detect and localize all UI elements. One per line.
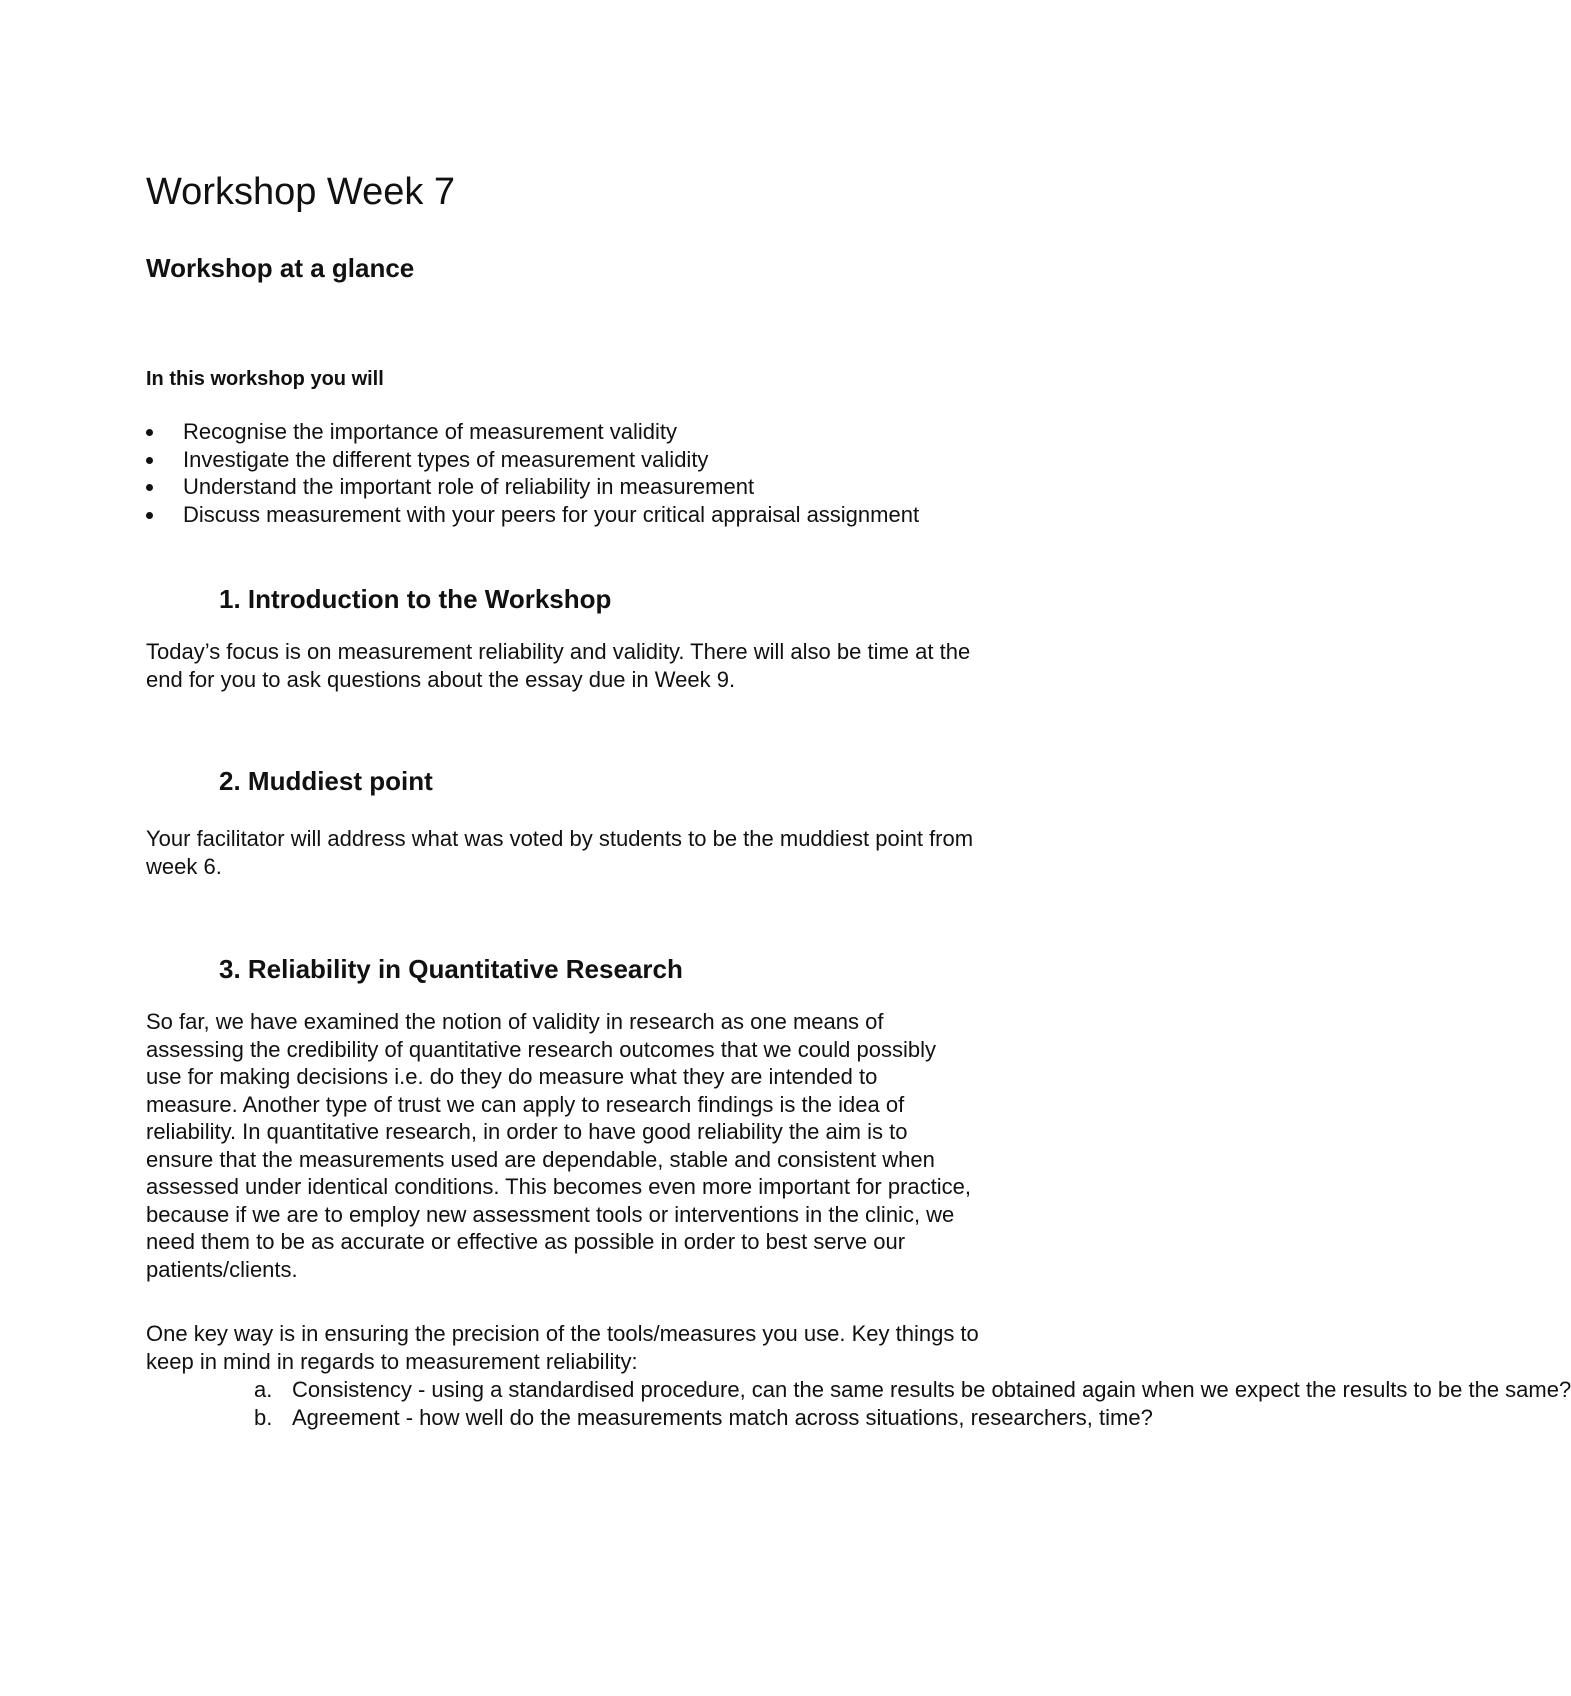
paragraph-line: Your facilitator will address what was voted by students to be the muddiest point from <box>146 826 974 851</box>
section-heading-introduction: 1. Introduction to the Workshop <box>219 584 612 614</box>
criteria-text: Consistency - using a standardised procedure, can the same results be obtained again when we expect the results to be the same? <box>292 1377 1571 1402</box>
reliability-criteria-list <box>254 1376 1571 1431</box>
paragraph-line: assessed under identical conditions. This becomes even more important for practice, <box>146 1174 972 1199</box>
reliability-paragraph <box>146 1008 1086 1283</box>
criteria-item <box>254 1376 1571 1404</box>
criteria-text: Agreement - how well do the measurements match across situations, researchers, time? <box>292 1404 1153 1430</box>
section-heading-reliability: 3. Reliability in Quantitative Research <box>219 954 683 984</box>
list-marker: b. <box>254 1404 273 1430</box>
objective-item <box>146 501 919 529</box>
objective-text: Investigate the different types of measurement validity <box>183 446 709 472</box>
paragraph-line: because if we are to employ new assessment tools or interventions in the clinic, we <box>146 1201 955 1227</box>
objective-text: Discuss measurement with your peers for your critical appraisal assignment <box>183 501 920 527</box>
paragraph-line: Today’s focus is on measurement reliability and validity. There will also be time at the <box>146 639 971 664</box>
bullet-icon <box>146 484 153 491</box>
paragraph-line: measure. Another type of trust we can apply to research findings is the idea of <box>146 1091 905 1117</box>
bullet-icon <box>146 457 153 464</box>
paragraph-line: end for you to ask questions about the essay due in Week 9. <box>146 666 736 692</box>
objective-item <box>146 473 919 501</box>
paragraph-line: need them to be as accurate or effective as possible in order to best serve our <box>146 1229 906 1254</box>
objectives-intro: In this workshop you will <box>146 368 384 390</box>
section-heading-muddiest-point: 2. Muddiest point <box>219 766 433 796</box>
list-marker: a. <box>254 1377 273 1402</box>
measurement-precision-paragraph <box>146 1320 1086 1375</box>
objectives-list <box>146 418 919 528</box>
objective-text: Understand the important role of reliability in measurement <box>183 474 755 499</box>
bullet-icon <box>146 512 153 519</box>
paragraph-line: keep in mind in regards to measurement reliability: <box>146 1348 638 1374</box>
muddiest-point-paragraph <box>146 825 1086 880</box>
paragraph-line: So far, we have examined the notion of validity in research as one means of <box>146 1009 884 1034</box>
objective-item <box>146 446 919 474</box>
paragraph-line: use for making decisions i.e. do they do measure what they are intended to <box>146 1064 878 1089</box>
objective-text: Recognise the importance of measurement validity <box>183 419 678 444</box>
paragraph-line: patients/clients. <box>146 1256 298 1282</box>
paragraph-line: assessing the credibility of quantitative research outcomes that we could possibly <box>146 1036 936 1062</box>
paragraph-line: ensure that the measurements used are dependable, stable and consistent when <box>146 1146 935 1172</box>
page-title: Workshop Week 7 <box>146 171 456 213</box>
paragraph-line: reliability. In quantitative research, in order to have good reliability the aim is to <box>146 1119 908 1144</box>
criteria-item <box>254 1404 1153 1432</box>
paragraph-line: One key way is in ensuring the precision of the tools/measures you use. Key things to <box>146 1321 979 1346</box>
objective-item <box>146 418 919 446</box>
bullet-icon <box>146 429 153 436</box>
page-subtitle: Workshop at a glance <box>146 253 415 283</box>
paragraph-line: week 6. <box>146 853 222 879</box>
introduction-paragraph <box>146 638 1086 693</box>
